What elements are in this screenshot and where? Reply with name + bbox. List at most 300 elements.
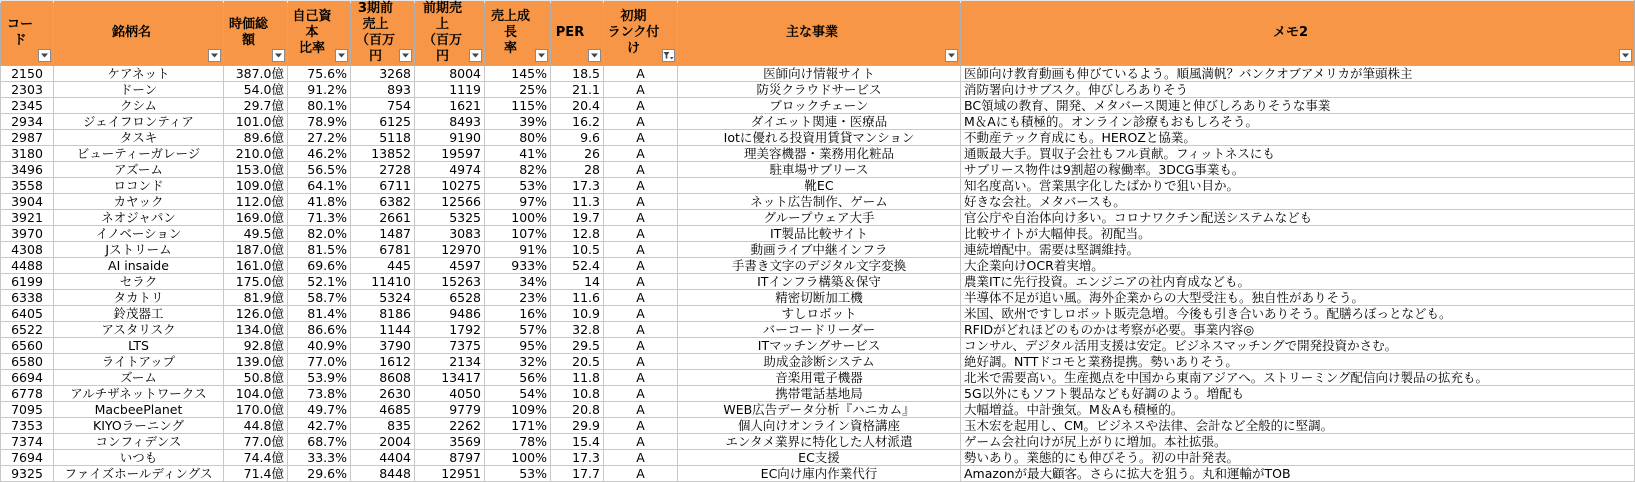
cell-memo2[interactable]: 消防署向けサブスク。伸びしろありそう [961,82,1635,98]
cell-per[interactable]: 10.5 [551,242,604,258]
cell-per[interactable]: 29.9 [551,418,604,434]
cell-sales-growth[interactable]: 145% [485,66,551,82]
cell-sales-growth[interactable]: 56% [485,370,551,386]
cell-code[interactable]: 2303 [1,82,54,98]
cell-per[interactable]: 9.6 [551,130,604,146]
cell-initial-rank[interactable]: A [604,82,678,98]
cell-sales-growth[interactable]: 39% [485,114,551,130]
cell-per[interactable]: 11.8 [551,370,604,386]
cell-sales-last-fy[interactable]: 5325 [415,210,485,226]
cell-code[interactable]: 2987 [1,130,54,146]
cell-sales-growth[interactable]: 115% [485,98,551,114]
cell-memo2[interactable]: 北米で需要高い。生産拠点を中国から東南アジアへ。ストリーミング配信向け製品の拡充も。 [961,370,1635,386]
cell-sales-last-fy[interactable]: 12951 [415,466,485,482]
cell-memo2[interactable]: 絶好調。NTTドコモと業務提携。勢いありそう。 [961,354,1635,370]
cell-memo2[interactable]: BC領域の教育、開発、メタバース関連と伸びしろありそうな事業 [961,98,1635,114]
cell-market-cap[interactable]: 109.0億 [224,178,288,194]
cell-code[interactable]: 3496 [1,162,54,178]
cell-code[interactable]: 2345 [1,98,54,114]
cell-main-business[interactable]: 携帯電話基地局 [678,386,961,402]
cell-main-business[interactable]: ITインフラ構築＆保守 [678,274,961,290]
cell-stock-name[interactable]: ドーン [54,82,224,98]
cell-main-business[interactable]: ブロックチェーン [678,98,961,114]
cell-stock-name[interactable]: ケアネット [54,66,224,82]
cell-equity-ratio[interactable]: 69.6% [288,258,351,274]
cell-sales-3y-ago[interactable]: 1144 [351,322,415,338]
cell-sales-last-fy[interactable]: 19597 [415,146,485,162]
cell-sales-3y-ago[interactable]: 2004 [351,434,415,450]
cell-code[interactable]: 6199 [1,274,54,290]
cell-market-cap[interactable]: 387.0億 [224,66,288,82]
cell-market-cap[interactable]: 161.0億 [224,258,288,274]
cell-initial-rank[interactable]: A [604,306,678,322]
cell-stock-name[interactable]: ライトアップ [54,354,224,370]
cell-sales-3y-ago[interactable]: 13852 [351,146,415,162]
cell-memo2[interactable]: 勢いあり。業態的にも伸びそう。初の中計発表。 [961,450,1635,466]
cell-per[interactable]: 32.8 [551,322,604,338]
cell-sales-growth[interactable]: 109% [485,402,551,418]
cell-memo2[interactable]: M＆Aにも積極的。オンライン診療もおもしろそう。 [961,114,1635,130]
cell-sales-last-fy[interactable]: 7375 [415,338,485,354]
cell-main-business[interactable]: 医師向け情報サイト [678,66,961,82]
cell-equity-ratio[interactable]: 91.2% [288,82,351,98]
cell-stock-name[interactable]: LTS [54,338,224,354]
cell-market-cap[interactable]: 104.0億 [224,386,288,402]
cell-main-business[interactable]: Iotに優れる投資用賃貸マンション [678,130,961,146]
cell-equity-ratio[interactable]: 82.0% [288,226,351,242]
cell-stock-name[interactable]: アズーム [54,162,224,178]
cell-stock-name[interactable]: ズーム [54,370,224,386]
cell-stock-name[interactable]: アスタリスク [54,322,224,338]
filter-dropdown-icon[interactable] [208,49,221,62]
cell-sales-growth[interactable]: 97% [485,194,551,210]
cell-market-cap[interactable]: 50.8億 [224,370,288,386]
cell-market-cap[interactable]: 49.5億 [224,226,288,242]
cell-main-business[interactable]: 音楽用電子機器 [678,370,961,386]
cell-per[interactable]: 16.2 [551,114,604,130]
cell-initial-rank[interactable]: A [604,402,678,418]
cell-per[interactable]: 21.1 [551,82,604,98]
cell-per[interactable]: 10.8 [551,386,604,402]
cell-market-cap[interactable]: 169.0億 [224,210,288,226]
cell-initial-rank[interactable]: A [604,258,678,274]
cell-sales-3y-ago[interactable]: 3268 [351,66,415,82]
cell-code[interactable]: 7353 [1,418,54,434]
cell-memo2[interactable]: 5G以外にもソフト製品なども好調のよう。増配も [961,386,1635,402]
cell-per[interactable]: 14 [551,274,604,290]
cell-sales-last-fy[interactable]: 4050 [415,386,485,402]
cell-code[interactable]: 3904 [1,194,54,210]
cell-code[interactable]: 6560 [1,338,54,354]
cell-equity-ratio[interactable]: 75.6% [288,66,351,82]
cell-per[interactable]: 20.8 [551,402,604,418]
cell-equity-ratio[interactable]: 81.4% [288,306,351,322]
cell-sales-last-fy[interactable]: 9190 [415,130,485,146]
cell-main-business[interactable]: 個人向けオンライン資格講座 [678,418,961,434]
cell-code[interactable]: 6778 [1,386,54,402]
cell-initial-rank[interactable]: A [604,98,678,114]
cell-code[interactable]: 4308 [1,242,54,258]
cell-initial-rank[interactable]: A [604,130,678,146]
cell-memo2[interactable]: Amazonが最大顧客。さらに拡大を狙う。丸和運輸がTOB [961,466,1635,482]
cell-equity-ratio[interactable]: 58.7% [288,290,351,306]
cell-per[interactable]: 12.8 [551,226,604,242]
cell-sales-growth[interactable]: 82% [485,162,551,178]
cell-market-cap[interactable]: 81.9億 [224,290,288,306]
cell-per[interactable]: 26 [551,146,604,162]
cell-sales-growth[interactable]: 171% [485,418,551,434]
cell-per[interactable]: 17.7 [551,466,604,482]
cell-market-cap[interactable]: 29.7億 [224,98,288,114]
cell-equity-ratio[interactable]: 68.7% [288,434,351,450]
cell-initial-rank[interactable]: A [604,162,678,178]
cell-market-cap[interactable]: 175.0億 [224,274,288,290]
cell-memo2[interactable]: 大企業向けOCR着実増。 [961,258,1635,274]
cell-memo2[interactable]: 通販最大手。買収子会社もフル貢献。フィットネスにも [961,146,1635,162]
cell-sales-last-fy[interactable]: 8493 [415,114,485,130]
cell-code[interactable]: 7095 [1,402,54,418]
cell-main-business[interactable]: 靴EC [678,178,961,194]
cell-stock-name[interactable]: KIYOラーニング [54,418,224,434]
cell-market-cap[interactable]: 44.8億 [224,418,288,434]
filter-dropdown-icon[interactable] [945,49,958,62]
cell-market-cap[interactable]: 170.0億 [224,402,288,418]
cell-main-business[interactable]: 手書き文字のデジタル文字変換 [678,258,961,274]
cell-main-business[interactable]: 精密切断加工機 [678,290,961,306]
cell-code[interactable]: 2934 [1,114,54,130]
cell-sales-growth[interactable]: 107% [485,226,551,242]
cell-sales-growth[interactable]: 53% [485,178,551,194]
cell-memo2[interactable]: 比較サイトが大幅伸長。初配当。 [961,226,1635,242]
cell-equity-ratio[interactable]: 71.3% [288,210,351,226]
cell-equity-ratio[interactable]: 33.3% [288,450,351,466]
cell-sales-last-fy[interactable]: 8004 [415,66,485,82]
cell-sales-last-fy[interactable]: 12566 [415,194,485,210]
cell-market-cap[interactable]: 126.0億 [224,306,288,322]
cell-code[interactable]: 4488 [1,258,54,274]
cell-initial-rank[interactable]: A [604,114,678,130]
cell-code[interactable]: 3180 [1,146,54,162]
cell-memo2[interactable]: 連続増配中。需要は堅調維持。 [961,242,1635,258]
cell-stock-name[interactable]: タカトリ [54,290,224,306]
cell-initial-rank[interactable]: A [604,274,678,290]
cell-sales-last-fy[interactable]: 4597 [415,258,485,274]
cell-per[interactable]: 19.7 [551,210,604,226]
cell-memo2[interactable]: ゲーム会社向けが尻上がりに増加。本社拡張。 [961,434,1635,450]
cell-memo2[interactable]: 米国、欧州ですしロボット販売急増。今後も引き合いありそう。配膳ろぼっとなども。 [961,306,1635,322]
cell-equity-ratio[interactable]: 80.1% [288,98,351,114]
cell-sales-growth[interactable]: 25% [485,82,551,98]
cell-memo2[interactable]: 大幅増益。中計強気。M＆Aも積極的。 [961,402,1635,418]
cell-memo2[interactable]: 医師向け教育動画も伸びているよう。順風満帆？バンクオブアメリカが筆頭株主 [961,66,1635,82]
cell-initial-rank[interactable]: A [604,226,678,242]
cell-sales-3y-ago[interactable]: 1487 [351,226,415,242]
cell-stock-name[interactable]: ファイズホールディングス [54,466,224,482]
cell-main-business[interactable]: ダイエット関連・医療品 [678,114,961,130]
cell-market-cap[interactable]: 54.0億 [224,82,288,98]
filter-dropdown-icon[interactable] [335,49,348,62]
cell-sales-last-fy[interactable]: 3569 [415,434,485,450]
cell-code[interactable]: 7694 [1,450,54,466]
cell-sales-3y-ago[interactable]: 5324 [351,290,415,306]
cell-equity-ratio[interactable]: 52.1% [288,274,351,290]
cell-main-business[interactable]: EC支援 [678,450,961,466]
cell-initial-rank[interactable]: A [604,290,678,306]
cell-sales-last-fy[interactable]: 1119 [415,82,485,98]
cell-sales-3y-ago[interactable]: 2630 [351,386,415,402]
cell-main-business[interactable]: すしロボット [678,306,961,322]
cell-code[interactable]: 3558 [1,178,54,194]
cell-stock-name[interactable]: AI insaide [54,258,224,274]
cell-sales-3y-ago[interactable]: 6382 [351,194,415,210]
cell-stock-name[interactable]: アルチザネットワークス [54,386,224,402]
cell-memo2[interactable]: コンサル、デジタル活用支援は安定。ビジネスマッチングで開発投資かさむ。 [961,338,1635,354]
cell-memo2[interactable]: 官公庁や自治体向け多い。コロナワクチン配送システムなども [961,210,1635,226]
cell-initial-rank[interactable]: A [604,322,678,338]
cell-initial-rank[interactable]: A [604,466,678,482]
cell-market-cap[interactable]: 187.0億 [224,242,288,258]
cell-per[interactable]: 10.9 [551,306,604,322]
filter-dropdown-icon[interactable] [272,49,285,62]
header-label: メモ2 [1272,25,1309,40]
cell-sales-growth[interactable]: 95% [485,338,551,354]
cell-main-business[interactable]: EC向け庫内作業代行 [678,466,961,482]
cell-sales-3y-ago[interactable]: 6125 [351,114,415,130]
cell-stock-name[interactable]: いつも [54,450,224,466]
cell-sales-last-fy[interactable]: 15263 [415,274,485,290]
cell-sales-3y-ago[interactable]: 2661 [351,210,415,226]
cell-per[interactable]: 20.4 [551,98,604,114]
cell-code[interactable]: 6694 [1,370,54,386]
cell-equity-ratio[interactable]: 56.5% [288,162,351,178]
cell-main-business[interactable]: ネット広告制作、ゲーム [678,194,961,210]
cell-sales-last-fy[interactable]: 1792 [415,322,485,338]
cell-initial-rank[interactable]: A [604,370,678,386]
cell-main-business[interactable]: ITマッチングサービス [678,338,961,354]
cell-sales-3y-ago[interactable]: 1612 [351,354,415,370]
cell-sales-growth[interactable]: 78% [485,434,551,450]
filter-dropdown-icon[interactable] [1619,49,1632,62]
cell-sales-last-fy[interactable]: 9779 [415,402,485,418]
cell-memo2[interactable]: RFIDがどれほどのものかは考察が必要。事業内容◎ [961,322,1635,338]
cell-sales-last-fy[interactable]: 2134 [415,354,485,370]
cell-memo2[interactable]: 玉木宏を起用し、CM。ビジネスや法律、会計など全般的に堅調。 [961,418,1635,434]
cell-initial-rank[interactable]: A [604,194,678,210]
cell-memo2[interactable]: 半導体不足が追い風。海外企業からの大型受注も。独自性がありそう。 [961,290,1635,306]
cell-stock-name[interactable]: Jストリーム [54,242,224,258]
cell-sales-growth[interactable]: 16% [485,306,551,322]
cell-sales-3y-ago[interactable]: 4404 [351,450,415,466]
cell-sales-last-fy[interactable]: 4974 [415,162,485,178]
cell-sales-3y-ago[interactable]: 8186 [351,306,415,322]
cell-sales-3y-ago[interactable]: 4685 [351,402,415,418]
cell-equity-ratio[interactable]: 73.8% [288,386,351,402]
cell-sales-last-fy[interactable]: 12970 [415,242,485,258]
cell-sales-3y-ago[interactable]: 8448 [351,466,415,482]
filter-dropdown-icon[interactable] [535,49,548,62]
cell-market-cap[interactable]: 134.0億 [224,322,288,338]
cell-main-business[interactable]: 助成金診断システム [678,354,961,370]
cell-market-cap[interactable]: 101.0億 [224,114,288,130]
cell-market-cap[interactable]: 153.0億 [224,162,288,178]
cell-equity-ratio[interactable]: 81.5% [288,242,351,258]
cell-market-cap[interactable]: 210.0億 [224,146,288,162]
cell-main-business[interactable]: バーコードリーダー [678,322,961,338]
cell-memo2[interactable]: 好きな会社。メタバースも。 [961,194,1635,210]
cell-initial-rank[interactable]: A [604,178,678,194]
cell-market-cap[interactable]: 77.0億 [224,434,288,450]
cell-code[interactable]: 2150 [1,66,54,82]
cell-sales-growth[interactable]: 54% [485,386,551,402]
cell-initial-rank[interactable]: A [604,386,678,402]
cell-sales-3y-ago[interactable]: 3790 [351,338,415,354]
cell-code[interactable]: 3970 [1,226,54,242]
filter-active-icon[interactable] [662,49,675,62]
cell-equity-ratio[interactable]: 64.1% [288,178,351,194]
cell-per[interactable]: 11.6 [551,290,604,306]
header-stock-name [54,1,224,66]
cell-code[interactable]: 6338 [1,290,54,306]
cell-initial-rank[interactable]: A [604,354,678,370]
cell-code[interactable]: 3921 [1,210,54,226]
cell-stock-name[interactable]: 鈴茂器工 [54,306,224,322]
cell-per[interactable]: 29.5 [551,338,604,354]
cell-main-business[interactable]: 動画ライブ中継インフラ [678,242,961,258]
cell-stock-name[interactable]: コンフィデンス [54,434,224,450]
cell-main-business[interactable]: IT製品比較サイト [678,226,961,242]
cell-sales-growth[interactable]: 34% [485,274,551,290]
cell-stock-name[interactable]: MacbeePlanet [54,402,224,418]
cell-sales-growth[interactable]: 80% [485,130,551,146]
cell-stock-name[interactable]: ビューティーガレージ [54,146,224,162]
cell-sales-last-fy[interactable]: 13417 [415,370,485,386]
filter-dropdown-icon[interactable] [399,49,412,62]
cell-sales-3y-ago[interactable]: 6781 [351,242,415,258]
cell-market-cap[interactable]: 71.4億 [224,466,288,482]
cell-stock-name[interactable]: クシム [54,98,224,114]
cell-memo2[interactable]: 農業ITに先行投資。エンジニアの社内育成なども。 [961,274,1635,290]
cell-sales-growth[interactable]: 41% [485,146,551,162]
cell-sales-3y-ago[interactable]: 754 [351,98,415,114]
cell-stock-name[interactable]: ジェイフロンティア [54,114,224,130]
cell-initial-rank[interactable]: A [604,210,678,226]
cell-sales-last-fy[interactable]: 8797 [415,450,485,466]
cell-stock-name[interactable]: カヤック [54,194,224,210]
cell-stock-name[interactable]: ロコンド [54,178,224,194]
filter-dropdown-icon[interactable] [38,49,51,62]
cell-sales-3y-ago[interactable]: 893 [351,82,415,98]
cell-equity-ratio[interactable]: 41.8% [288,194,351,210]
cell-sales-last-fy[interactable]: 9486 [415,306,485,322]
filter-dropdown-icon[interactable] [588,49,601,62]
cell-sales-3y-ago[interactable]: 8608 [351,370,415,386]
cell-initial-rank[interactable]: A [604,418,678,434]
cell-stock-name[interactable]: タスキ [54,130,224,146]
cell-equity-ratio[interactable]: 77.0% [288,354,351,370]
cell-equity-ratio[interactable]: 40.9% [288,338,351,354]
cell-per[interactable]: 20.5 [551,354,604,370]
cell-per[interactable]: 18.5 [551,66,604,82]
cell-sales-3y-ago[interactable]: 2728 [351,162,415,178]
cell-main-business[interactable]: 防災クラウドサービス [678,82,961,98]
cell-memo2[interactable]: 不動産テック育成にも。HEROZと協業。 [961,130,1635,146]
cell-equity-ratio[interactable]: 78.9% [288,114,351,130]
cell-per[interactable]: 28 [551,162,604,178]
cell-market-cap[interactable]: 92.8億 [224,338,288,354]
cell-equity-ratio[interactable]: 29.6% [288,466,351,482]
cell-initial-rank[interactable]: A [604,434,678,450]
cell-code[interactable]: 6522 [1,322,54,338]
cell-sales-3y-ago[interactable]: 445 [351,258,415,274]
cell-sales-3y-ago[interactable]: 6711 [351,178,415,194]
cell-code[interactable]: 6580 [1,354,54,370]
cell-per[interactable]: 11.3 [551,194,604,210]
cell-sales-last-fy[interactable]: 6528 [415,290,485,306]
cell-market-cap[interactable]: 74.4億 [224,450,288,466]
cell-sales-last-fy[interactable]: 3083 [415,226,485,242]
cell-initial-rank[interactable]: A [604,66,678,82]
cell-sales-growth[interactable]: 100% [485,210,551,226]
cell-code[interactable]: 6405 [1,306,54,322]
cell-equity-ratio[interactable]: 86.6% [288,322,351,338]
cell-market-cap[interactable]: 139.0億 [224,354,288,370]
filter-dropdown-icon[interactable] [469,49,482,62]
header-label: （百万円 [355,33,395,64]
cell-sales-growth[interactable]: 53% [485,466,551,482]
cell-sales-3y-ago[interactable]: 835 [351,418,415,434]
cell-market-cap[interactable]: 89.6億 [224,130,288,146]
cell-memo2[interactable]: 知名度高い。営業黒字化したばかりで狙い目か。 [961,178,1635,194]
cell-initial-rank[interactable]: A [604,242,678,258]
cell-sales-growth[interactable]: 32% [485,354,551,370]
cell-equity-ratio[interactable]: 27.2% [288,130,351,146]
cell-equity-ratio[interactable]: 53.9% [288,370,351,386]
cell-sales-growth[interactable]: 91% [485,242,551,258]
cell-per[interactable]: 52.4 [551,258,604,274]
cell-stock-name[interactable]: セラク [54,274,224,290]
cell-code[interactable]: 9325 [1,466,54,482]
cell-initial-rank[interactable]: A [604,450,678,466]
cell-main-business[interactable]: 理美容機器・業務用化粧品 [678,146,961,162]
cell-market-cap[interactable]: 112.0億 [224,194,288,210]
cell-code[interactable]: 7374 [1,434,54,450]
cell-sales-last-fy[interactable]: 10275 [415,178,485,194]
cell-sales-growth[interactable]: 933% [485,258,551,274]
cell-stock-name[interactable]: イノベーション [54,226,224,242]
cell-sales-growth[interactable]: 23% [485,290,551,306]
cell-memo2[interactable]: サブリース物件は9割超の稼働率。3DCG事業も。 [961,162,1635,178]
cell-sales-3y-ago[interactable]: 5118 [351,130,415,146]
cell-sales-growth[interactable]: 100% [485,450,551,466]
cell-per[interactable]: 17.3 [551,450,604,466]
cell-equity-ratio[interactable]: 49.7% [288,402,351,418]
cell-sales-3y-ago[interactable]: 11410 [351,274,415,290]
cell-main-business[interactable]: WEB広告データ分析『ハニカム』 [678,402,961,418]
cell-equity-ratio[interactable]: 46.2% [288,146,351,162]
cell-main-business[interactable]: 駐車場サブリース [678,162,961,178]
cell-initial-rank[interactable]: A [604,146,678,162]
cell-initial-rank[interactable]: A [604,338,678,354]
cell-per[interactable]: 17.3 [551,178,604,194]
cell-main-business[interactable]: グループウェア大手 [678,210,961,226]
cell-stock-name[interactable]: ネオジャパン [54,210,224,226]
cell-sales-growth[interactable]: 57% [485,322,551,338]
cell-per[interactable]: 15.4 [551,434,604,450]
cell-equity-ratio[interactable]: 42.7% [288,418,351,434]
cell-sales-last-fy[interactable]: 1621 [415,98,485,114]
cell-main-business[interactable]: エンタメ業界に特化した人材派遣 [678,434,961,450]
cell-sales-last-fy[interactable]: 2262 [415,418,485,434]
